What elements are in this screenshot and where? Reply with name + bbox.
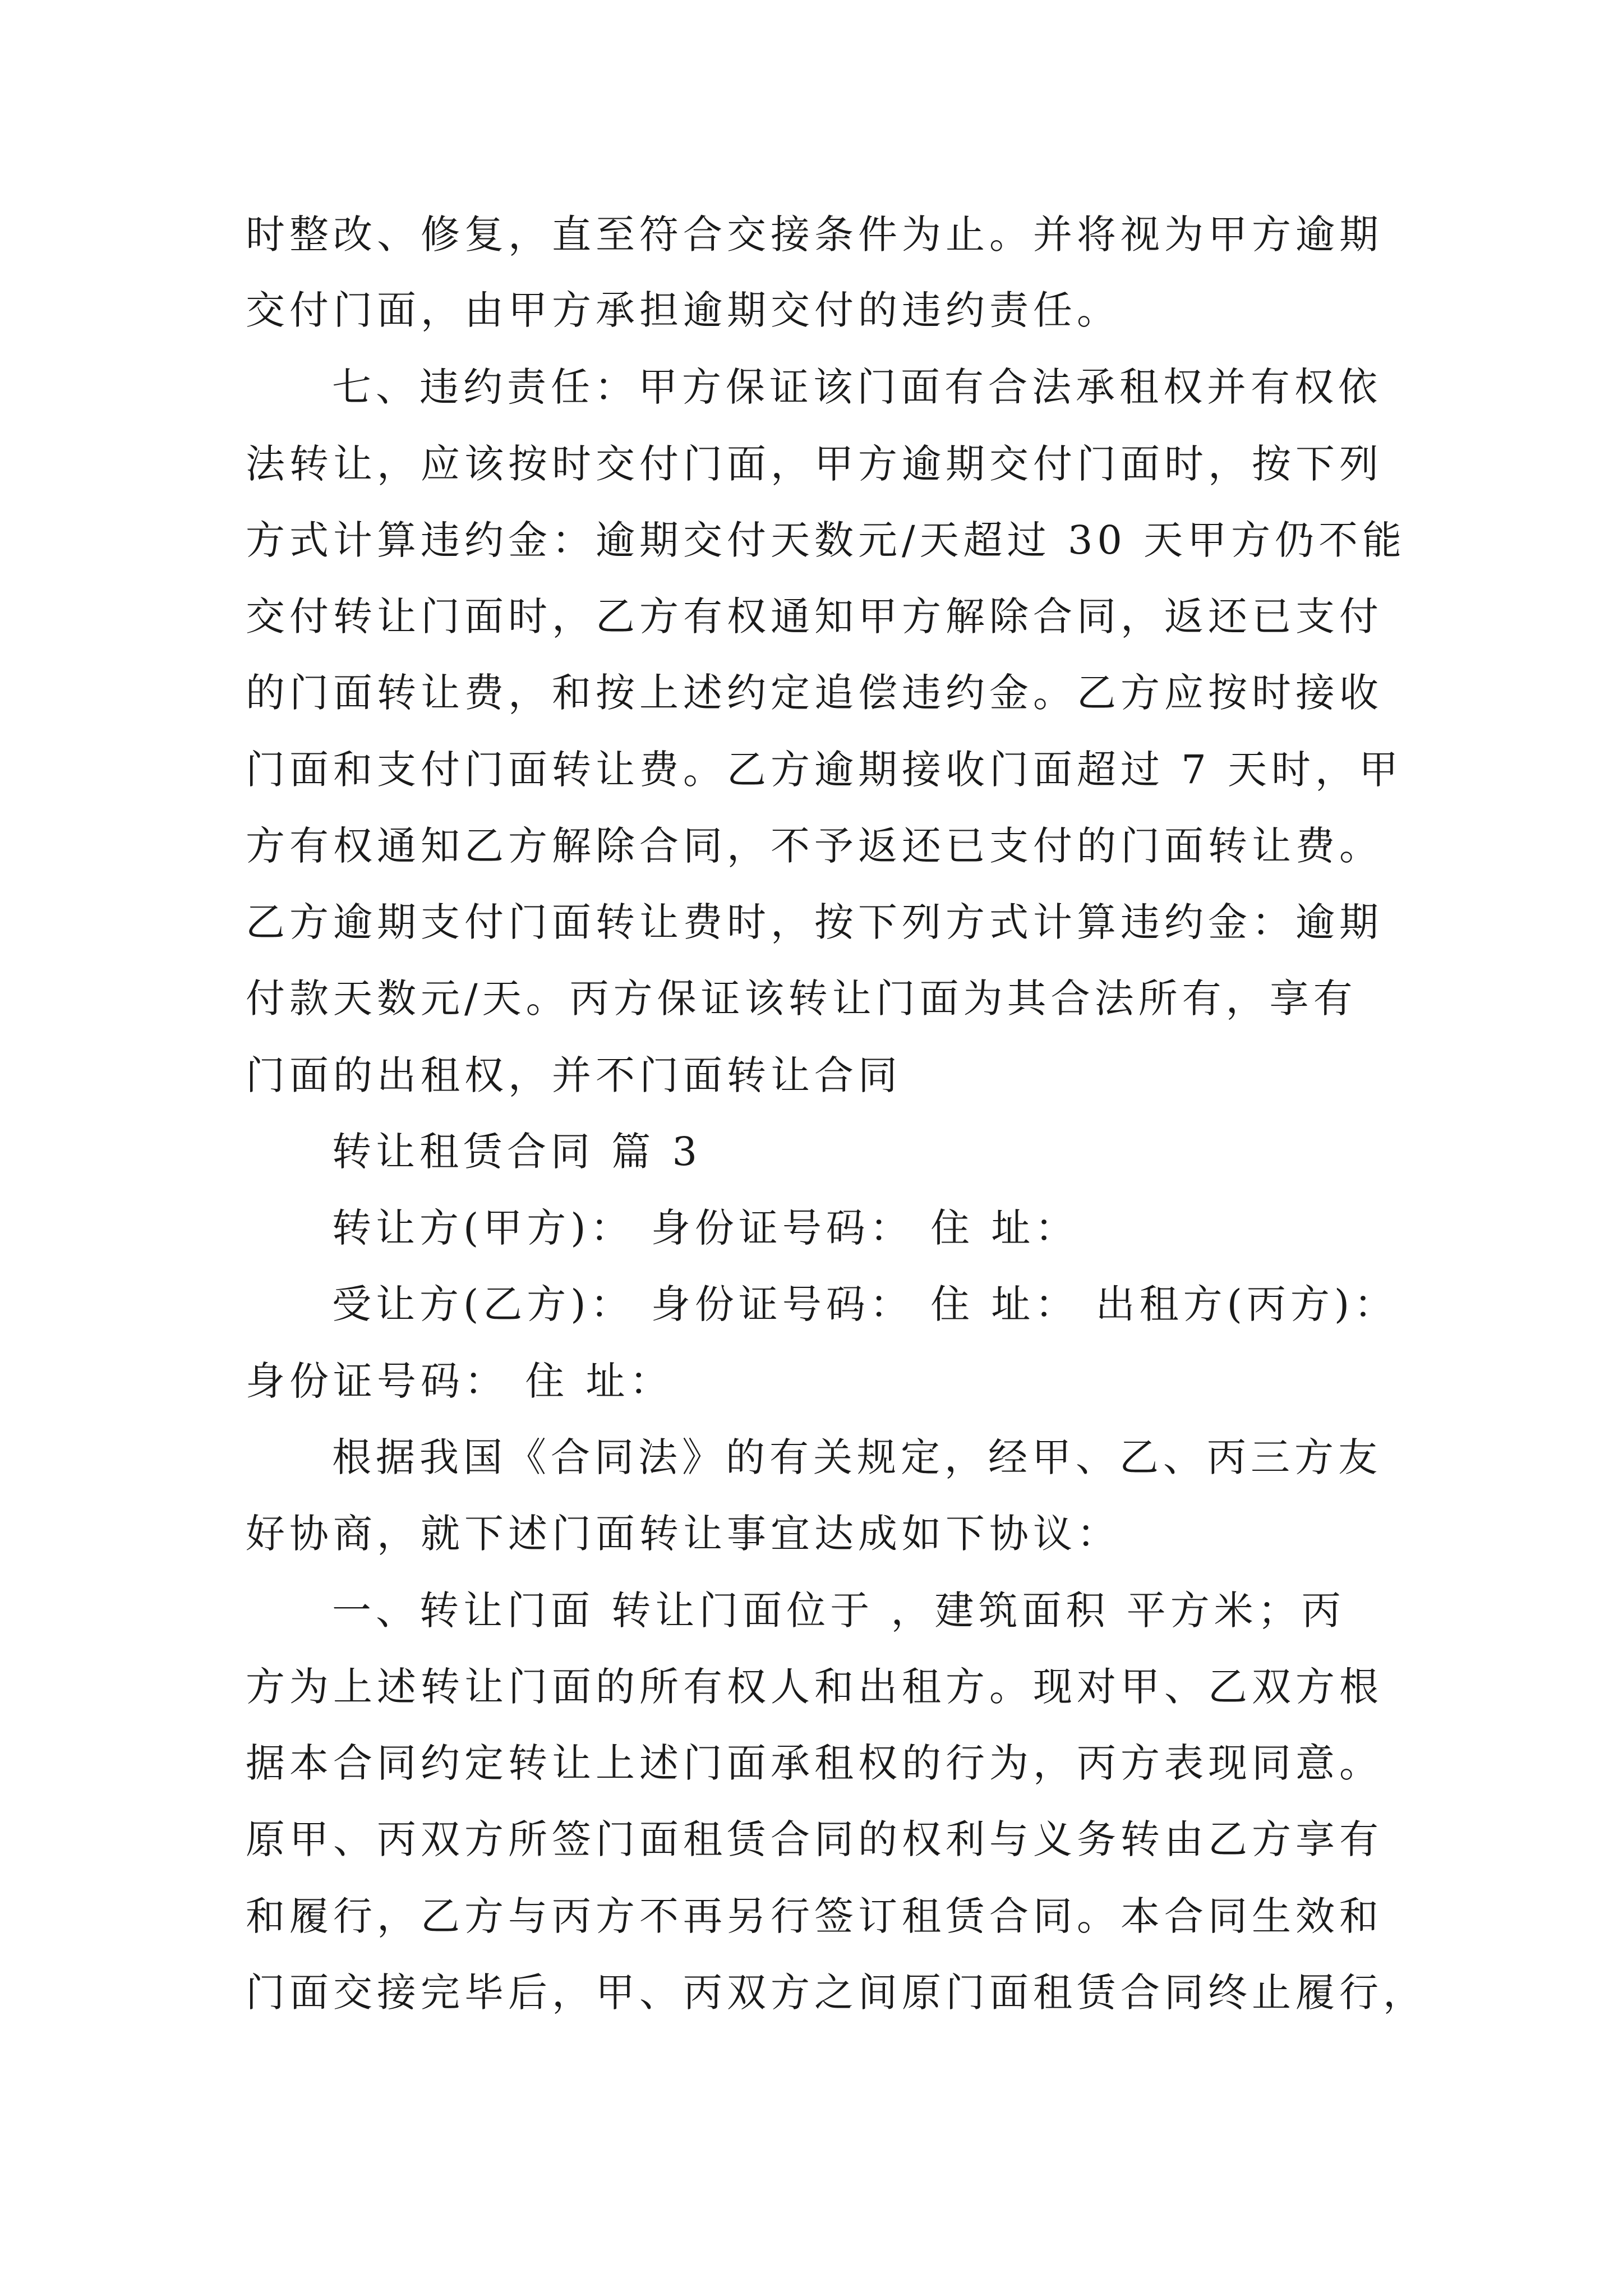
text-line: 门面的出租权，并不门面转让合同 bbox=[246, 1052, 902, 1098]
text-line: 根据我国《合同法》的有关规定，经甲、乙、丙三方友 bbox=[332, 1434, 1382, 1480]
text-line: 身份证号码： 住 址： bbox=[246, 1358, 674, 1404]
text-line: 一、转让门面 转让门面位于 ，建筑面积 平方米；丙 bbox=[332, 1588, 1345, 1634]
text-line: 时整改、修复，直至符合交接条件为止。并将视为甲方逾期 bbox=[246, 211, 1383, 257]
text-line: 交付转让门面时，乙方有权通知甲方解除合同，返还已支付 bbox=[246, 593, 1383, 639]
text-line: 门面交接完毕后，甲、丙双方之间原门面租赁合同终止履行， bbox=[246, 1970, 1427, 2016]
text-line: 乙方逾期支付门面转让费时，按下列方式计算违约金：逾期 bbox=[246, 899, 1383, 945]
section-heading: 转让租赁合同 篇 3 bbox=[332, 1129, 702, 1175]
party-line-transferor: 转让方(甲方)： 身份证号码： 住 址： bbox=[332, 1205, 1079, 1251]
text-line: 方有权通知乙方解除合同，不予返还已支付的门面转让费。 bbox=[246, 823, 1383, 869]
text-line: 和履行，乙方与丙方不再另行签订租赁合同。本合同生效和 bbox=[246, 1893, 1383, 1939]
text-line: 交付门面，由甲方承担逾期交付的违约责任。 bbox=[246, 287, 1121, 333]
text-line: 好协商，就下述门面转让事宜达成如下协议： bbox=[246, 1511, 1121, 1557]
party-line-transferee: 受让方(乙方)： 身份证号码： 住 址： 出租方(丙方)： bbox=[332, 1281, 1398, 1327]
text-line: 据本合同约定转让上述门面承租权的行为，丙方表现同意。 bbox=[246, 1740, 1383, 1786]
text-line: 原甲、丙双方所签门面租赁合同的权利与义务转由乙方享有 bbox=[246, 1816, 1383, 1862]
text-line: 方为上述转让门面的所有权人和出租方。现对甲、乙双方根 bbox=[246, 1664, 1383, 1710]
text-line: 方式计算违约金：逾期交付天数元/天超过 30 天甲方仍不能 bbox=[246, 517, 1407, 563]
text-line: 七、违约责任：甲方保证该门面有合法承租权并有权依 bbox=[332, 364, 1382, 410]
text-line: 门面和支付门面转让费。乙方逾期接收门面超过 7 天时，甲 bbox=[246, 747, 1403, 793]
text-line: 付款天数元/天。丙方保证该转让门面为其合法所有，享有 bbox=[246, 976, 1357, 1022]
text-line: 的门面转让费，和按上述约定追偿违约金。乙方应按时接收 bbox=[246, 670, 1383, 716]
text-line: 法转让，应该按时交付门面，甲方逾期交付门面时，按下列 bbox=[246, 441, 1383, 487]
